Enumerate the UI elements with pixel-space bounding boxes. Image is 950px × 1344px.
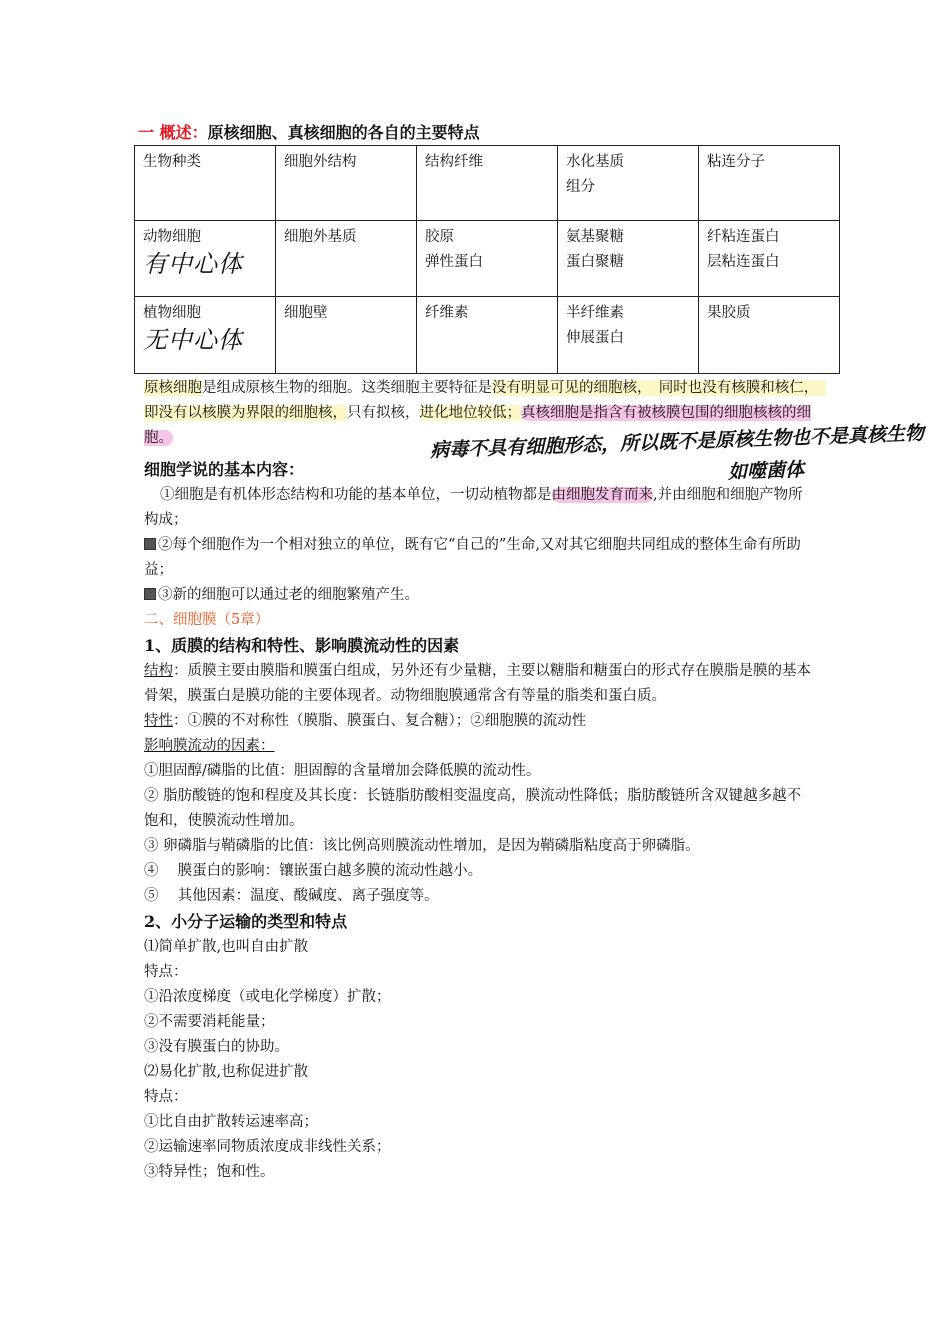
transport-line: 特点： bbox=[144, 964, 188, 980]
factor-item: ② 脂肪酸链的饱和程度及其长度：长链脂肪酸相变温度高，膜流动性降低；脂肪酸链所含双键越多越不饱和，使膜流动性增加。 bbox=[144, 788, 802, 829]
table-cell: 纤维素 bbox=[417, 297, 558, 374]
handwritten-note: 如噬菌体 bbox=[727, 458, 805, 484]
document-page bbox=[138, 120, 826, 1185]
table-cell: 水化基质 组分 bbox=[558, 146, 699, 221]
table-cell: 动物细胞 有中心体 bbox=[135, 221, 276, 297]
structure-paragraph: 结构：质膜主要由膜脂和膜蛋白组成，另外还有少量糖，主要以糖脂和糖蛋白的形式存在膜脂是膜的基本骨架，膜蛋白是膜功能的主要体现者。动物细胞膜通常含有等量的脂类和蛋白质。 bbox=[144, 663, 811, 704]
factor-item: ③ 卵磷脂与鞘磷脂的比值：该比例高则膜流动性增加，是因为鞘磷脂粘度高于卵磷脂。 bbox=[144, 838, 700, 854]
table-cell: 生物种类 bbox=[135, 146, 276, 221]
cell-theory-item: ②每个细胞作为一个相对独立的单位，既有它“自己的”生命,又对其它细胞共同组成的整体生命有所助益； bbox=[144, 537, 801, 578]
factor-item: ①胆固醇/磷脂的比值：胆固醇的含量增加会降低膜的流动性。 bbox=[144, 763, 541, 779]
table-cell: 果胶质 bbox=[699, 297, 840, 374]
cell-theory-item: ①细胞是有机体形态结构和功能的基本单位，一切动植物都是由细胞发育而来,并由细胞和细胞产物所构成； bbox=[144, 487, 803, 528]
table-cell: 细胞外结构 bbox=[276, 146, 417, 221]
table-cell: 结构纤维 bbox=[417, 146, 558, 221]
transport-line: ③没有膜蛋白的协助。 bbox=[144, 1039, 289, 1055]
handwritten-annotation: 无中心体 bbox=[143, 326, 243, 354]
table-cell: 植物细胞 无中心体 bbox=[135, 297, 276, 374]
table-row bbox=[135, 146, 840, 221]
table-cell: 细胞壁 bbox=[276, 297, 417, 374]
handwritten-annotation: 有中心体 bbox=[143, 250, 243, 278]
table-row bbox=[135, 221, 840, 297]
section-2-title: 2、小分子运输的类型和特点 bbox=[144, 912, 348, 931]
transport-line: ③特异性；饱和性。 bbox=[144, 1164, 275, 1180]
cell-theory-item: ③新的细胞可以通过老的细胞繁殖产生。 bbox=[144, 583, 824, 608]
heading-title: 原核细胞、真核细胞的各自的主要特点 bbox=[207, 123, 480, 142]
cell-theory-title: 细胞学说的基本内容： bbox=[144, 460, 305, 479]
transport-line: 特点： bbox=[144, 1089, 188, 1105]
transport-line: ②不需要消耗能量； bbox=[144, 1014, 275, 1030]
factor-item: ④ 膜蛋白的影响：镶嵌蛋白越多膜的流动性越小。 bbox=[144, 863, 483, 879]
prokaryote-paragraph: 原核细胞是组成原核生物的细胞。这类细胞主要特征是没有明显可见的细胞核， 同时也没有核膜和核仁， 即没有以核膜为界限的细胞核，只有拟核，进化地位较低；真核细胞是指含有被核膜包围的细胞核核的细胞。 bbox=[144, 380, 826, 446]
bullet-icon bbox=[144, 538, 156, 550]
section-heading bbox=[138, 120, 824, 143]
table-cell: 细胞外基质 bbox=[276, 221, 417, 297]
factors-label: 影响膜流动的因素： bbox=[144, 738, 275, 754]
bullet-icon bbox=[144, 588, 156, 600]
cell-comparison-table bbox=[134, 145, 840, 374]
transport-line: ①比自由扩散转运速率高； bbox=[144, 1114, 318, 1130]
factor-item: ⑤ 其他因素：温度、酸碱度、离子强度等。 bbox=[144, 888, 439, 904]
chapter-heading: 二、细胞膜（5章） bbox=[144, 612, 270, 628]
transport-line: ②运输速率同物质浓度成非线性关系； bbox=[144, 1139, 391, 1155]
table-cell: 氨基聚糖 蛋白聚糖 bbox=[558, 221, 699, 297]
transport-line: ⑴简单扩散,也叫自由扩散 bbox=[144, 939, 309, 955]
section-1-title: 1、质膜的结构和特性、影响膜流动性的因素 bbox=[144, 636, 460, 655]
table-cell: 胶原 弹性蛋白 bbox=[417, 221, 558, 297]
table-cell: 半纤维素 伸展蛋白 bbox=[558, 297, 699, 374]
heading-prefix: 一 概述： bbox=[138, 123, 208, 142]
transport-line: ⑵易化扩散,也称促进扩散 bbox=[144, 1064, 309, 1080]
property-paragraph: 特性：①膜的不对称性（膜脂、膜蛋白、复合糖）；②细胞膜的流动性 bbox=[144, 713, 587, 729]
transport-line: ①沿浓度梯度（或电化学梯度）扩散； bbox=[144, 989, 391, 1005]
table-row bbox=[135, 297, 840, 374]
handwritten-note: 病毒不具有细胞形态，所以既不是原核生物也不是真核生物 bbox=[429, 422, 925, 462]
table-cell: 纤粘连蛋白 层粘连蛋白 bbox=[699, 221, 840, 297]
table-cell: 粘连分子 bbox=[699, 146, 840, 221]
